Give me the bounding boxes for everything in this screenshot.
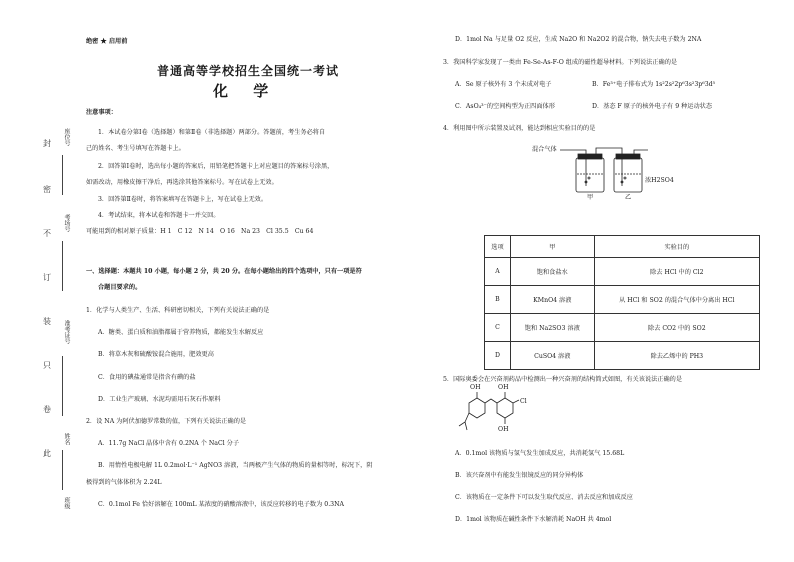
- table-cell: C: [485, 314, 511, 342]
- atomic-masses: 可能用到的相对原子质量：H 1 C 12 N 14 O 16 Na 23 Cl 35.5 Cu 64: [86, 228, 314, 235]
- notice-item: 4．考试结束，将本试卷和答题卡一并交回。: [98, 212, 220, 219]
- table-header: 甲: [510, 236, 594, 258]
- notice-item: 如需改动，用橡皮擦干净后，再选涂其他答案标号。写在试卷上无效。: [86, 179, 278, 186]
- q3-option: C．AsO₄³⁻的空间构型为正四面体形: [455, 103, 555, 110]
- table-cell: D: [485, 342, 511, 370]
- q2-option: A．11.7g NaCl 晶体中含有 0.2NA 个 NaCl 分子: [98, 440, 240, 447]
- margin-char: 只: [43, 361, 51, 370]
- sulfuric-acid-label: 浓H2SO4: [645, 177, 674, 184]
- notice-item: 1．本试卷分第Ⅰ卷（选择题）和第Ⅱ卷（非选择题）两部分。答题前，考生务必将自: [98, 129, 326, 136]
- section-heading-cont: 合题目要求的。: [98, 284, 142, 291]
- q3-option: A．Se 原子核外有 3 个未成对电子: [455, 81, 552, 88]
- margin-char: 封: [43, 139, 51, 148]
- q2-option: C．0.1mol Fe 恰好溶解在 100mL 某浓度的硝酸溶液中，该反应转移的电子数为 0.3NA: [98, 501, 344, 508]
- table-cell: 饱和 Na2SO3 溶液: [510, 314, 594, 342]
- q4-stem: 4．利用图中所示装置及试剂，能达到相应实验目的的是: [443, 125, 596, 132]
- margin-char: 装: [43, 317, 51, 326]
- exam-title: 普通高等学校招生全国统一考试: [157, 64, 340, 78]
- q1-option: C．食用的碘盐通常是指含有碘的盐: [98, 374, 196, 381]
- q5-option: A．0.1mol 该物质与氢气发生加成反应，共消耗氢气 15.68L: [455, 450, 625, 457]
- q5-option: D．1mol 该物质在碱性条件下水解消耗 NaOH 共 4mol: [455, 516, 612, 523]
- q3-option: D．基态 F 原子的核外电子有 9 种运动状态: [592, 103, 713, 110]
- exam-room-label: 考场号: [63, 214, 70, 232]
- notice-item: 己的姓名、考生号填写在答题卡上。: [86, 145, 185, 152]
- q5-stem: 5．国际奥委会在兴奋剂药品中检测出一种兴奋剂的结构简式如图，有关该说法正确的是: [443, 376, 683, 383]
- q2-option-cont: 极得到的气体体积为 2.24L: [86, 479, 162, 486]
- notice-item: 2．回答第Ⅰ卷时，选出每小题的答案后，用铅笔把答题卡上对应题目的答案标号涂黑，: [98, 163, 334, 170]
- cl-label: Cl: [520, 398, 527, 405]
- q1-option: A．糖类、蛋白质和油脂都属于营养物质，都能发生水解反应: [98, 329, 264, 336]
- oh-label: OH: [498, 426, 509, 433]
- table-cell: 除去乙烯中的 PH3: [594, 342, 759, 370]
- oh-label: OH: [498, 384, 509, 391]
- margin-char: 密: [43, 185, 51, 194]
- margin-char: 此: [43, 449, 51, 458]
- exam-room-line: [62, 241, 63, 291]
- q1-option: B．将草木灰和硫酸铵混合施用，肥效更高: [98, 351, 214, 358]
- table-cell: 从 HCl 和 SO2 的混合气体中分离出 HCl: [594, 286, 759, 314]
- margin-char: 卷: [43, 405, 51, 414]
- table-cell: 除去 HCl 中的 Cl2: [594, 258, 759, 286]
- q2-stem: 2．设 NA 为阿伏加德罗常数的值，下列有关说法正确的是: [86, 418, 247, 425]
- q2-option-d: D．1mol Na 与足量 O2 反应，生成 Na2O 和 Na2O2 的混合物，钠失去电子数为 2NA: [455, 36, 702, 43]
- name-label: 姓名: [63, 433, 70, 445]
- q1-option: D．工业生产玻璃、水泥均需用石灰石作原料: [98, 396, 221, 403]
- subject-title: 化 学: [213, 82, 279, 100]
- bottle-yi-label: 乙: [625, 194, 632, 201]
- q4-options-table: [484, 235, 760, 370]
- admission-number-line: [62, 356, 63, 416]
- q3-stem: 3．我国科学家发现了一类由 Fe-Se-As-F-O 组成的磁性超导材料。下列说法正确的是: [443, 59, 678, 66]
- bottle-jia-label: 甲: [587, 194, 594, 201]
- table-row: [485, 258, 760, 286]
- margin-char: 不: [43, 229, 51, 238]
- name-line: [62, 450, 63, 490]
- table-cell: B: [485, 286, 511, 314]
- q2-option: B．用惰性电极电解 1L 0.2mol·L⁻¹ AgNO3 溶液，当两极产生气体的物质的量相等时，标况下，阴: [98, 462, 373, 469]
- notice-item: 3．回答第Ⅱ卷时，将答案填写在答题卡上，写在试卷上无效。: [98, 196, 268, 203]
- seat-number-line: [62, 155, 63, 195]
- notice-heading: 注意事项：: [86, 109, 117, 116]
- table-cell: 饱和食盐水: [510, 258, 594, 286]
- margin-char: 订: [43, 273, 51, 282]
- q1-stem: 1．化学与人类生产、生活、科研密切相关，下列有关说法正确的是: [86, 307, 270, 314]
- structural-formula: [455, 388, 535, 444]
- oh-label: OH: [470, 384, 481, 391]
- gas-inlet-label: 混合气体: [532, 146, 557, 153]
- table-row: [485, 286, 760, 314]
- table-row: [485, 314, 760, 342]
- table-cell: CuSO4 溶液: [510, 342, 594, 370]
- seat-number-label: 座位号: [63, 128, 70, 146]
- table-cell: KMnO4 溶液: [510, 286, 594, 314]
- table-cell: A: [485, 258, 511, 286]
- table-cell: 除去 CO2 中的 SO2: [594, 314, 759, 342]
- confidential-mark: 绝密 ★ 启用前: [86, 38, 128, 45]
- table-header: 实验目的: [594, 236, 759, 258]
- q3-option: B．Fe³⁺电子排布式为 1s²2s²2p⁶3s²3p⁶3d⁵: [592, 81, 716, 88]
- class-label: 班级: [63, 497, 70, 509]
- table-row: [485, 342, 760, 370]
- q5-option: B．该兴奋剂中有能发生银镜反应的同分异构体: [455, 472, 584, 479]
- admission-number-label: 准考证号: [63, 320, 70, 344]
- q5-option: C．该物质在一定条件下可以发生取代反应、消去反应和加成反应: [455, 494, 633, 501]
- section-heading: 一、选择题：本题共 10 小题，每小题 2 分，共 20 分。在每小题给出的四个选项中，只有一项是符: [86, 268, 362, 275]
- table-header: 选项: [485, 236, 511, 258]
